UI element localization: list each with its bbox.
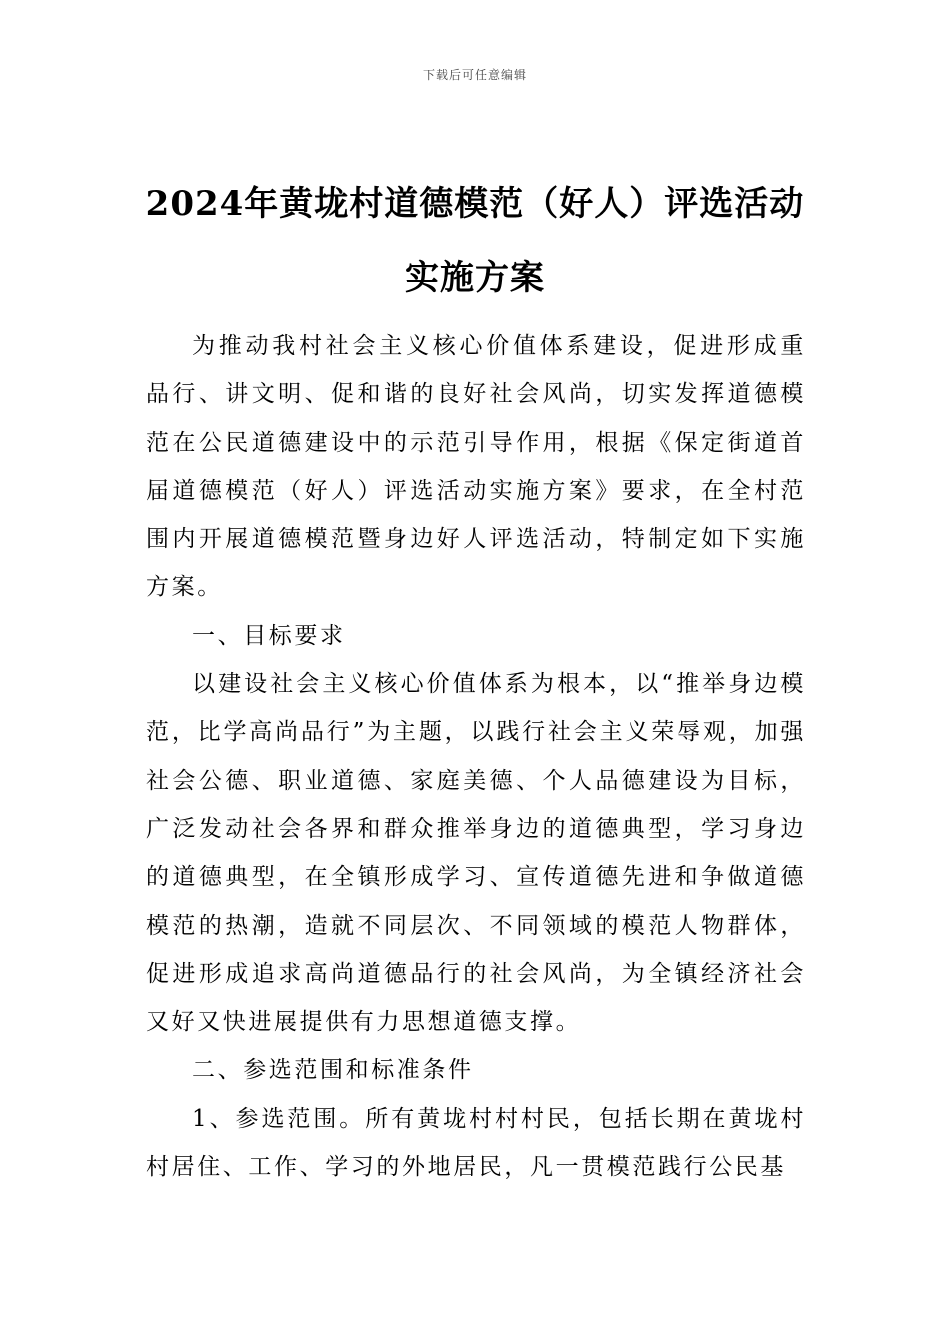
scope-paragraph: 1、参选范围。所有黄垅村村村民，包括长期在黄垅村村居住、工作、学习的外地居民，凡一贯模范践行公民基	[146, 1105, 806, 1181]
document-title-line2: 实施方案	[405, 258, 545, 298]
section-heading-scope: 二、参选范围和标准条件	[192, 1057, 474, 1084]
section-heading-goals: 一、目标要求	[192, 622, 346, 649]
document-body	[146, 322, 806, 1191]
intro-paragraph: 为推动我村社会主义核心价值体系建设，促进形成重品行、讲文明、促和谐的良好社会风尚，切实发挥道德模范在公民道德建设中的示范引导作用，根据《保定街道首届道德模范（好人）评选活动实施方案》要求，在全村范围内开展道德模范暨身边好人评选活动，特制定如下实施方案。	[146, 333, 806, 601]
header-note: 下载后可任意编辑	[422, 68, 527, 82]
goals-paragraph: 以建设社会主义核心价值体系为根本，以“推举身边模范，比学高尚品行”为主题，以践行社会主义荣辱观，加强社会公德、职业道德、家庭美德、个人品德建设为目标，广泛发动社会各界和群众推举身边的道德典型，学习身边的道德典型，在全镇形成学习、宣传道德先进和争做道德模范的热潮，造就不同层次、不同领域的模范人物群体，促进形成追求高尚道德品行的社会风尚，为全镇经济社会又好又快进展提供有力思想道德支撑。	[146, 671, 806, 1036]
document-title-line1: 2024年黄垅村道德模范（好人）评选活动	[145, 184, 805, 224]
